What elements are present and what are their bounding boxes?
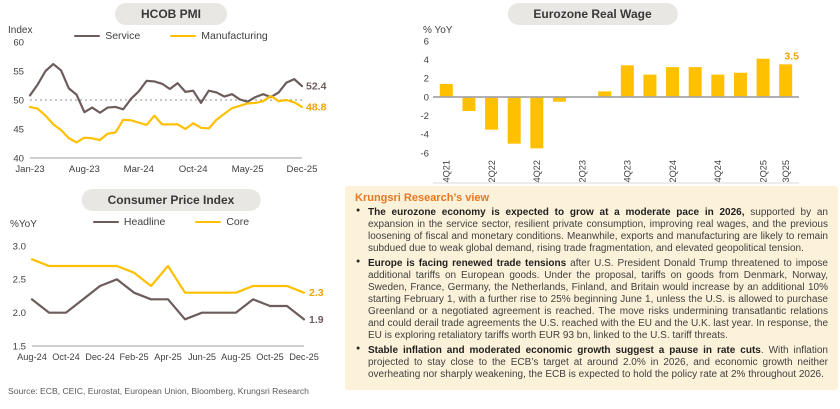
cpi-legend-headline bbox=[93, 216, 165, 228]
view-bullet-3-lead: Stable inflation and moderated economic growth suggest a pause in rate cuts bbox=[368, 345, 761, 356]
svg-text:Aug-24: Aug-24 bbox=[17, 352, 47, 362]
pmi-y-axis-unit: Index bbox=[8, 25, 33, 36]
cpi-chart-svg bbox=[0, 236, 342, 368]
view-bullet-2-text: after U.S. President Donald Trump threatened to impose additional tariffs on European goods. Under the proposal, tariffs on goods from Denmark, Norway, Sweden, France, Germany, the Netherlands, Finland, and Britain would increase by an additional 10% starting February 1, with a further rise to 25% beginning June 1, unless the U.S. is allowed to purchase Greenland or a negotiated agreement is reached. The move risks undermining transatlantic relations and could derail trade agreements the U.S. reached with the EU and the U.K. last year. In response, the EU is exploring retaliatory tariffs worth EUR 93 bn, linked to the U.S. tariff threats. bbox=[368, 258, 828, 341]
svg-text:Aug-23: Aug-23 bbox=[68, 164, 100, 175]
svg-text:45: 45 bbox=[13, 124, 24, 136]
svg-text:Jan-23: Jan-23 bbox=[15, 164, 45, 175]
svg-text:1.9: 1.9 bbox=[309, 313, 324, 326]
svg-text:55: 55 bbox=[13, 66, 24, 78]
real-wage-chart-panel bbox=[345, 0, 840, 185]
svg-text:4Q21: 4Q21 bbox=[441, 160, 452, 183]
core-line-swatch-icon bbox=[195, 221, 221, 224]
svg-text:6: 6 bbox=[423, 36, 429, 48]
svg-text:2.0: 2.0 bbox=[12, 307, 26, 319]
svg-text:May-25: May-25 bbox=[231, 164, 264, 175]
pmi-chart-title-badge: HCOB PMI bbox=[115, 3, 227, 25]
svg-text:4: 4 bbox=[423, 54, 429, 66]
svg-text:-6: -6 bbox=[420, 148, 429, 160]
svg-text:2Q25: 2Q25 bbox=[758, 160, 769, 183]
cpi-legend-headline-label: Headline bbox=[123, 216, 166, 228]
svg-text:Jun-25: Jun-25 bbox=[187, 352, 217, 362]
svg-text:40: 40 bbox=[13, 153, 24, 165]
manufacturing-line-swatch-icon bbox=[170, 35, 196, 38]
cpi-legend-core-label: Core bbox=[226, 216, 250, 228]
view-bullet-2-lead: Europe is facing renewed trade tensions bbox=[368, 258, 567, 269]
cpi-chart-title-badge: Consumer Price Index bbox=[82, 189, 261, 211]
svg-text:60: 60 bbox=[13, 37, 24, 49]
bullet-dot-icon: ● bbox=[356, 345, 361, 352]
pmi-legend-service-label: Service bbox=[105, 30, 141, 42]
research-view-panel bbox=[345, 186, 838, 390]
svg-text:Oct-24: Oct-24 bbox=[178, 164, 208, 175]
pmi-chart-svg bbox=[0, 37, 342, 182]
view-bullet-1-lead: The eurozone economy is expected to grow at a moderate pace in 2026, bbox=[368, 207, 745, 218]
svg-text:Dec-24: Dec-24 bbox=[85, 352, 115, 362]
svg-text:3.0: 3.0 bbox=[12, 241, 26, 253]
svg-text:4Q22: 4Q22 bbox=[532, 160, 543, 183]
svg-text:48.8: 48.8 bbox=[306, 101, 327, 114]
svg-text:Dec-25: Dec-25 bbox=[289, 352, 319, 362]
service-line-swatch-icon bbox=[74, 35, 100, 38]
svg-text:2Q24: 2Q24 bbox=[667, 160, 678, 183]
cpi-y-axis-unit: %YoY bbox=[10, 219, 37, 230]
source-note: Source: ECB, CEIC, Eurostat, European Union, Bloomberg, Krungsri Research bbox=[8, 386, 309, 396]
svg-text:2.3: 2.3 bbox=[309, 287, 324, 300]
svg-text:Oct-25: Oct-25 bbox=[256, 352, 284, 362]
pmi-legend-manufacturing-label: Manufacturing bbox=[201, 30, 268, 42]
svg-text:Feb-25: Feb-25 bbox=[119, 352, 149, 362]
cpi-chart-panel bbox=[0, 186, 342, 386]
svg-text:Mar-24: Mar-24 bbox=[123, 164, 154, 175]
svg-text:3.5: 3.5 bbox=[784, 50, 799, 63]
view-bullet-3-text: . With inflation projected to stay close to the ECB’s target at around 2.0% in 2026, and economic growth neither overheating nor sharply weakening, the ECB is expected to hold the policy rate at 2% throughout 2026. bbox=[368, 345, 828, 380]
svg-text:2.5: 2.5 bbox=[12, 274, 26, 286]
cpi-legend-core bbox=[195, 216, 249, 228]
svg-text:4Q23: 4Q23 bbox=[622, 160, 633, 183]
svg-text:2Q23: 2Q23 bbox=[577, 160, 588, 183]
svg-text:0: 0 bbox=[423, 92, 429, 104]
svg-text:-2: -2 bbox=[420, 110, 429, 122]
real-wage-chart-title-badge: Eurozone Real Wage bbox=[507, 3, 677, 25]
view-bullet-1 bbox=[355, 207, 828, 255]
svg-text:-4: -4 bbox=[420, 129, 429, 141]
real-wage-y-axis-unit: % YoY bbox=[423, 25, 453, 36]
svg-text:4Q24: 4Q24 bbox=[713, 160, 724, 183]
view-bullet-3 bbox=[355, 345, 828, 381]
svg-text:Oct-24: Oct-24 bbox=[52, 352, 80, 362]
svg-text:2Q22: 2Q22 bbox=[486, 160, 497, 183]
svg-text:52.4: 52.4 bbox=[306, 80, 327, 93]
svg-text:3Q25: 3Q25 bbox=[780, 160, 791, 183]
real-wage-chart-svg bbox=[345, 34, 840, 186]
research-view-title: Krungsri Research’s view bbox=[355, 192, 490, 204]
bullet-dot-icon: ● bbox=[356, 258, 361, 265]
view-bullet-2 bbox=[355, 258, 828, 342]
svg-text:2: 2 bbox=[423, 73, 429, 85]
svg-text:Aug-25: Aug-25 bbox=[221, 352, 251, 362]
svg-text:50: 50 bbox=[13, 95, 24, 107]
svg-text:Apr-25: Apr-25 bbox=[154, 352, 182, 362]
headline-line-swatch-icon bbox=[93, 221, 119, 224]
svg-text:1.5: 1.5 bbox=[12, 341, 26, 353]
research-view-list bbox=[355, 207, 828, 381]
pmi-chart-panel bbox=[0, 0, 342, 184]
svg-text:Dec-25: Dec-25 bbox=[286, 164, 318, 175]
view-bullet-1-text: supported by an expansion in the service sector, resilient private consumption, improving real wages, and the previous loosening of fiscal and monetary conditions. Meanwhile, exports and manufacturing are likely to remain subdued due to weak global demand, rising trade fragmentation, and elevated geopolitical tension. bbox=[368, 207, 828, 254]
cpi-legend bbox=[0, 216, 342, 228]
bullet-dot-icon: ● bbox=[356, 207, 361, 214]
